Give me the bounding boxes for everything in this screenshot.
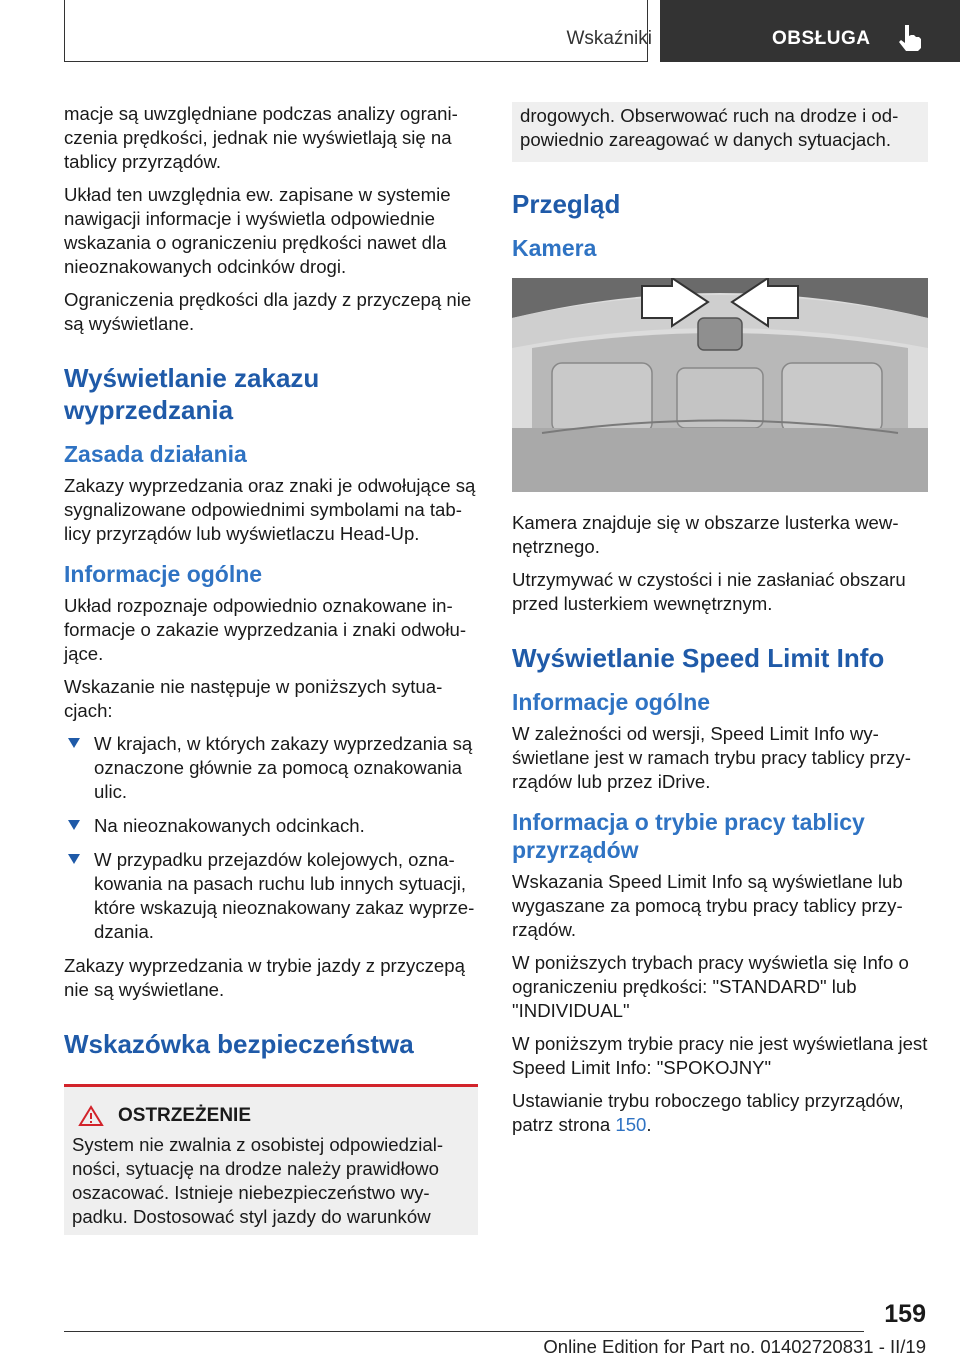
list-item: Na nieoznakowanych odcinkach. [64,814,478,838]
warning-text: drogowych. Obserwować ruch na drodze i odpowiednio zareagować w danych sytuacjach. [520,105,899,150]
subsection-heading: Informacja o trybie pracy tablicy przyrządów [512,809,865,863]
header-section-box [64,0,648,62]
paragraph: Wskazania Speed Limit Info są wyświetlane lub wygaszane za pomocą trybu pracy tablicy przyrządów. [512,871,903,940]
pointing-hand-icon [898,24,924,52]
page-number: 159 [884,1300,926,1328]
section-heading: Wyświetlanie Speed Limit Info [512,643,885,673]
paragraph: W zależności od wersji, Speed Limit Info wyświetlane jest w ramach trybu pracy tablicy przyrządów lub przez iDrive. [512,723,911,792]
paragraph: Ustawianie trybu roboczego tablicy przyrządów, patrz strona 150. [512,1090,904,1135]
triangle-bullet-icon [68,738,80,748]
header-chapter-title: OBSŁUGA [772,28,871,49]
paragraph: Układ ten uwzględnia ew. zapisane w systemie nawigacji informacje i wyświetla odpowiednie wskazania o ograniczeniu prędkości nawet dla nieoznakowanych odcinków drogi. [64,184,451,277]
paragraph: macje są uwzględniane podczas analizy ograniczenia prędkości, jednak nie wyświetlają się na tablicy przyrządów. [64,103,458,172]
list-item: W przypadku przejazdów kolejowych, oznakowania na pasach ruchu lub innych sytuacji, które wskazują nieoznakowany zakaz wyprzedzania. [64,848,478,944]
section-heading: Wskazówka bezpieczeństwa [64,1029,414,1059]
triangle-bullet-icon [68,820,80,830]
right-column [512,102,928,1146]
warning-box-continued [512,102,928,162]
footer-divider [64,1331,864,1332]
warning-box [64,1084,478,1235]
page-reference-link[interactable]: 150 [615,1114,647,1135]
paragraph: Utrzymywać w czystości i nie zasłaniać obszaru przed lusterkiem wewnętrznym. [512,569,906,614]
paragraph: W poniższym trybie pracy nie jest wyświetlana jest Speed Limit Info: "SPOKOJNY" [512,1033,928,1078]
warning-title: OSTRZEŻENIE [118,1105,252,1126]
paragraph: Zakazy wyprzedzania w trybie jazdy z przyczepą nie są wyświetlane. [64,955,465,1000]
footer-edition: Online Edition for Part no. 01402720831 - II/19 [543,1336,926,1357]
subsection-heading: Zasada działania [64,441,247,467]
paragraph: Kamera znajduje się w obszarze lusterka wewnętrznego. [512,512,899,557]
paragraph: Ograniczenia prędkości dla jazdy z przyczepą nie są wyświetlane. [64,289,472,334]
list-item: W krajach, w których zakazy wyprzedzania są oznaczone głównie za pomocą oznakowania ulic. [64,732,478,804]
warning-triangle-icon [78,1105,104,1127]
subsection-heading: Kamera [512,235,597,261]
bullet-list [64,732,478,944]
paragraph: Zakazy wyprzedzania oraz znaki je odwołujące są sygnalizowane odpowiednimi symbolami na tablicy przyrządów lub wyświetlaczu Head-Up. [64,475,476,544]
paragraph: W poniższych trybach pracy wyświetla się Info o ograniczeniu prędkości: "STANDARD" lub "INDIVIDUAL" [512,952,909,1021]
warning-text: System nie zwalnia z osobistej odpowiedzialności, sytuację na drodze należy prawidłowo oszacować. Istnieje niebezpieczeństwo wypadku. Dostosować styl jazdy do warunków [72,1134,444,1227]
header-chapter-tab [660,0,960,62]
subsection-heading: Informacje ogólne [64,561,263,587]
paragraph: Wskazanie nie następuje w poniższych sytuacjach: [64,676,443,721]
left-column [64,102,478,1235]
section-heading: Przegląd [512,189,621,219]
subsection-heading: Informacje ogólne [512,689,711,715]
camera-location-illustration [512,278,928,492]
header-section-title: Wskaźniki [566,28,652,49]
section-heading: Wyświetlanie zakazu wyprzedzania [64,363,320,425]
paragraph: Układ rozpoznaje odpowiednio oznakowane informacje o zakazie wyprzedzania i znaki odwołujące. [64,595,467,664]
triangle-bullet-icon [68,854,80,864]
